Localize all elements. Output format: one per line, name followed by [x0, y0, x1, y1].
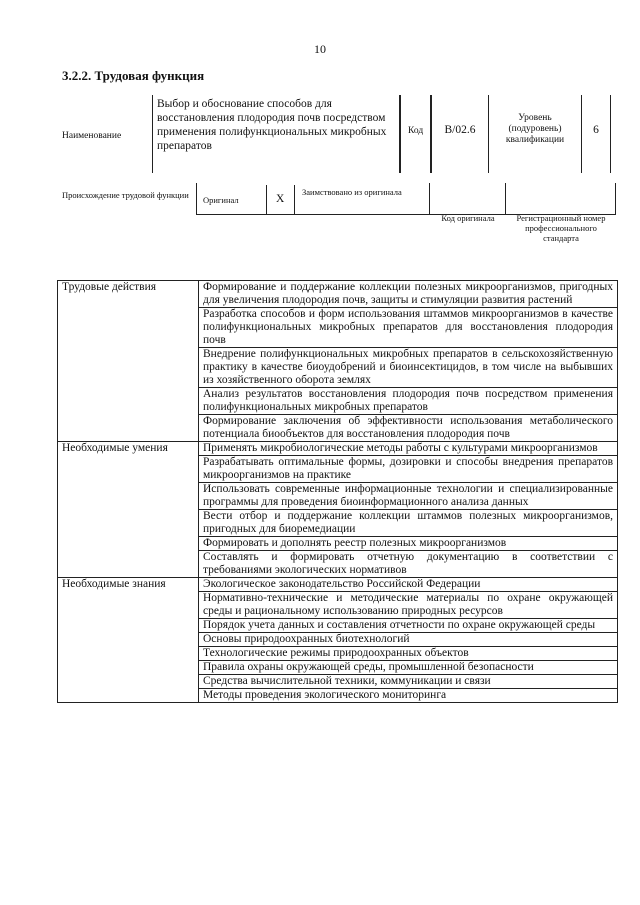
- table-row: [58, 689, 618, 703]
- table-row: [58, 537, 618, 551]
- level-value: 6: [581, 95, 611, 173]
- table-row: [58, 510, 618, 537]
- reg-number-caption: Регистрационный номер профессионального стандарта: [516, 213, 606, 243]
- list-item: Использовать современные информационные технологии и специализированные программы для проведения биоинформационного анализа данных: [199, 483, 618, 510]
- table-row: [58, 633, 618, 647]
- section-title: Трудовые действия: [58, 281, 199, 308]
- list-item: Формирование заключения об эффективности использования метаболического потенциала биообъектов для восстановления плодородия почв: [199, 415, 618, 442]
- code-label: Код: [408, 126, 424, 136]
- list-item: Разрабатывать оптимальные формы, дозировки и способы внедрения препаратов микроорганизмов на практике: [199, 456, 618, 483]
- code-value: B/02.6: [431, 95, 489, 173]
- list-item: Составлять и формировать отчетную документацию в соответствии с требованиями экологических нормативов: [199, 551, 618, 578]
- list-item: Методы проведения экологического мониторинга: [199, 689, 618, 703]
- name-value: Выбор и обоснование способов для восстановления плодородия почв посредством применения полифункциональных микробных препаратов: [152, 95, 400, 173]
- list-item: Основы природоохранных биотехнологий: [199, 633, 618, 647]
- origin-label: Происхождение трудовой функции: [62, 190, 189, 200]
- section-title: Необходимые знания: [58, 578, 199, 592]
- table-row: [58, 675, 618, 689]
- list-item: Вести отбор и поддержание коллекции штаммов полезных микроорганизмов, пригодных для биоремедиации: [199, 510, 618, 537]
- table-row: [58, 281, 618, 308]
- borrowed-label: Заимствовано из оригинала: [302, 187, 402, 197]
- list-item: Средства вычислительной техники, коммуникации и связи: [199, 675, 618, 689]
- list-item: Формирование и поддержание коллекции полезных микроорганизмов, пригодных для увеличения плодородия почв, защиты и стимуляции развития растений: [199, 281, 618, 308]
- table-row: [58, 483, 618, 510]
- level-label: Уровень (подуровень) квалификации: [505, 113, 565, 145]
- section-heading: 3.2.2. Трудовая функция: [62, 68, 205, 83]
- list-item: Экологическое законодательство Российской Федерации: [199, 578, 618, 592]
- table-row: [58, 592, 618, 619]
- list-item: Порядок учета данных и составления отчетности по охране окружающей среды: [199, 619, 618, 633]
- list-item: Внедрение полифункциональных микробных препаратов в сельскохозяйственную практику в качестве биоудобрений и биоинсектицидов, в том числе на выбывших из хозяйственного оборота землях: [199, 348, 618, 388]
- original-mark: X: [276, 193, 285, 205]
- table-row: [58, 415, 618, 442]
- table-row: [58, 456, 618, 483]
- table-row: [58, 308, 618, 348]
- original-label: Оригинал: [203, 195, 239, 205]
- table-row: [58, 551, 618, 578]
- list-item: Технологические режимы природоохранных объектов: [199, 647, 618, 661]
- table-row: [58, 348, 618, 388]
- list-item: Правила охраны окружающей среды, промышленной безопасности: [199, 661, 618, 675]
- table-row: [58, 442, 618, 456]
- page-number: 10: [314, 42, 326, 56]
- list-item: Разработка способов и форм использования штаммов микроорганизмов в качестве полифункциональных микробных препаратов для восстановления плодородия почв: [199, 308, 618, 348]
- table-row: [58, 388, 618, 415]
- table-row: [58, 619, 618, 633]
- function-table: [57, 280, 618, 703]
- section-title: Необходимые умения: [58, 442, 199, 456]
- table-row: [58, 661, 618, 675]
- list-item: Применять микробиологические методы работы с культурами микроорганизмов: [199, 442, 618, 456]
- code-original-caption: Код оригинала: [441, 213, 495, 223]
- list-item: Анализ результатов восстановления плодородия почв посредством применения полифункциональных микробных препаратов: [199, 388, 618, 415]
- list-item: Формировать и дополнять реестр полезных микроорганизмов: [199, 537, 618, 551]
- table-row: [58, 578, 618, 592]
- list-item: Нормативно-технические и методические материалы по охране окружающей среды и рациональному использованию природных ресурсов: [199, 592, 618, 619]
- table-row: [58, 647, 618, 661]
- name-label: Наименование: [62, 131, 122, 141]
